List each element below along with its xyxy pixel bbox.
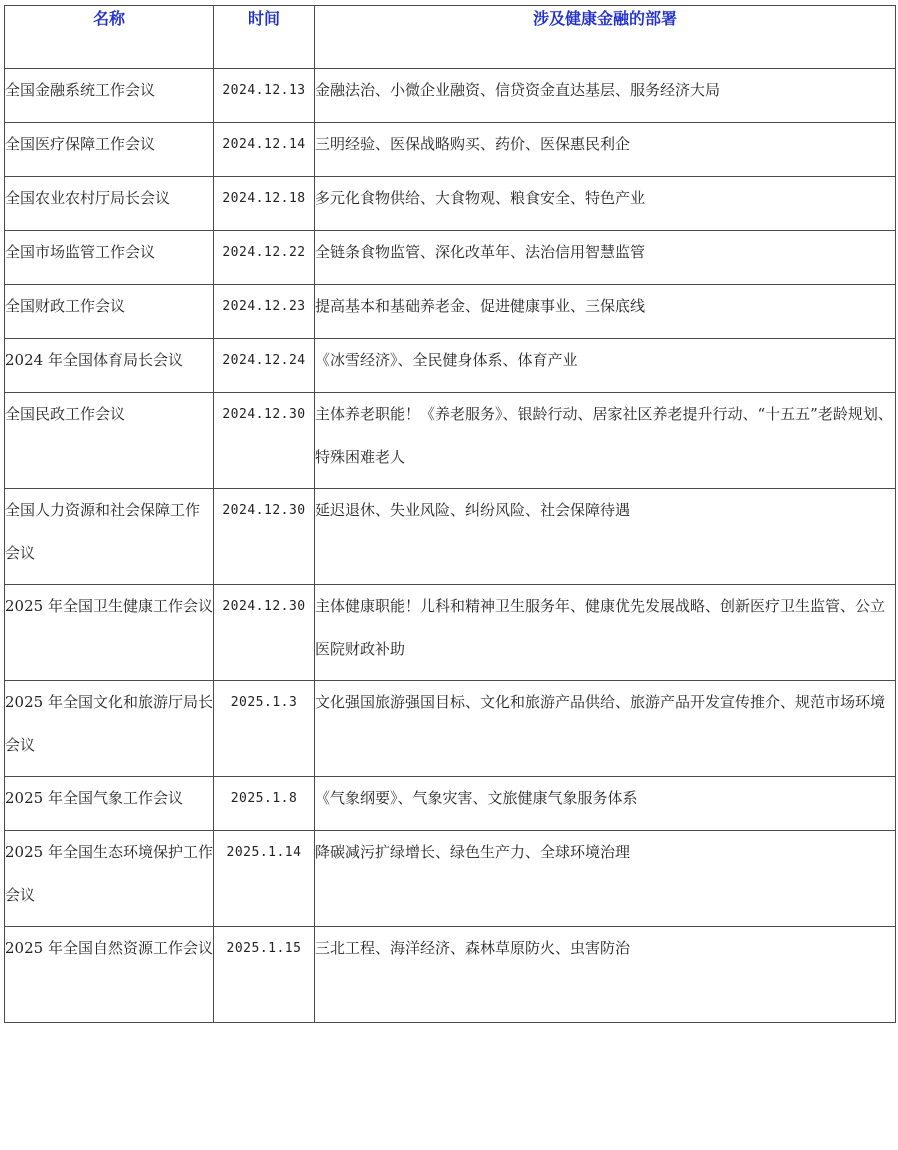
header-date: 时间 [214,6,315,69]
table-row [5,285,896,339]
meeting-desc: 全链条食物监管、深化改革年、法治信用智慧监管 [315,231,896,285]
header-name: 名称 [5,6,214,69]
meeting-date: 2024.12.30 [214,489,315,585]
meeting-date: 2025.1.8 [214,777,315,831]
table-row [5,393,896,489]
meeting-name: 全国农业农村厅局长会议 [5,177,214,231]
meeting-desc: 主体养老职能！《养老服务》、银龄行动、居家社区养老提升行动、“十五五”老龄规划、特殊困难老人 [315,393,896,489]
meeting-name: 2025 年全国生态环境保护工作会议 [5,831,214,927]
meeting-name: 全国市场监管工作会议 [5,231,214,285]
meeting-date: 2024.12.14 [214,123,315,177]
meeting-date: 2024.12.13 [214,69,315,123]
meetings-table [4,5,896,1023]
meeting-desc: 《气象纲要》、气象灾害、文旅健康气象服务体系 [315,777,896,831]
meeting-date: 2024.12.18 [214,177,315,231]
meeting-name: 全国医疗保障工作会议 [5,123,214,177]
meeting-desc: 多元化食物供给、大食物观、粮食安全、特色产业 [315,177,896,231]
meeting-name: 全国财政工作会议 [5,285,214,339]
header-desc: 涉及健康金融的部署 [315,6,896,69]
meeting-desc: 文化强国旅游强国目标、文化和旅游产品供给、旅游产品开发宣传推介、规范市场环境 [315,681,896,777]
meeting-desc: 降碳减污扩绿增长、绿色生产力、全球环境治理 [315,831,896,927]
table-row [5,339,896,393]
table-row [5,831,896,927]
meeting-date: 2025.1.3 [214,681,315,777]
meeting-name: 全国人力资源和社会保障工作会议 [5,489,214,585]
table-row [5,177,896,231]
table-row [5,69,896,123]
meeting-date: 2024.12.30 [214,393,315,489]
table-row [5,681,896,777]
meeting-date: 2024.12.23 [214,285,315,339]
meeting-desc: 延迟退休、失业风险、纠纷风险、社会保障待遇 [315,489,896,585]
table-row [5,585,896,681]
meeting-desc: 金融法治、小微企业融资、信贷资金直达基层、服务经济大局 [315,69,896,123]
meeting-desc: 主体健康职能！儿科和精神卫生服务年、健康优先发展战略、创新医疗卫生监管、公立医院财政补助 [315,585,896,681]
table-row [5,123,896,177]
meeting-date: 2024.12.22 [214,231,315,285]
table-row [5,777,896,831]
meeting-name: 2025 年全国卫生健康工作会议 [5,585,214,681]
meeting-date: 2025.1.15 [214,927,315,1023]
meeting-desc: 《冰雪经济》、全民健身体系、体育产业 [315,339,896,393]
meeting-name: 全国金融系统工作会议 [5,69,214,123]
header-row [5,6,896,69]
meeting-date: 2024.12.24 [214,339,315,393]
meeting-name: 2025 年全国气象工作会议 [5,777,214,831]
meeting-name: 全国民政工作会议 [5,393,214,489]
table-row [5,927,896,1023]
meeting-date: 2025.1.14 [214,831,315,927]
meeting-name: 2025 年全国自然资源工作会议 [5,927,214,1023]
meeting-desc: 三北工程、海洋经济、森林草原防火、虫害防治 [315,927,896,1023]
meeting-date: 2024.12.30 [214,585,315,681]
meeting-desc: 三明经验、医保战略购买、药价、医保惠民利企 [315,123,896,177]
meeting-name: 2025 年全国文化和旅游厅局长会议 [5,681,214,777]
meeting-name: 2024 年全国体育局长会议 [5,339,214,393]
table-row [5,231,896,285]
meeting-desc: 提高基本和基础养老金、促进健康事业、三保底线 [315,285,896,339]
table-row [5,489,896,585]
